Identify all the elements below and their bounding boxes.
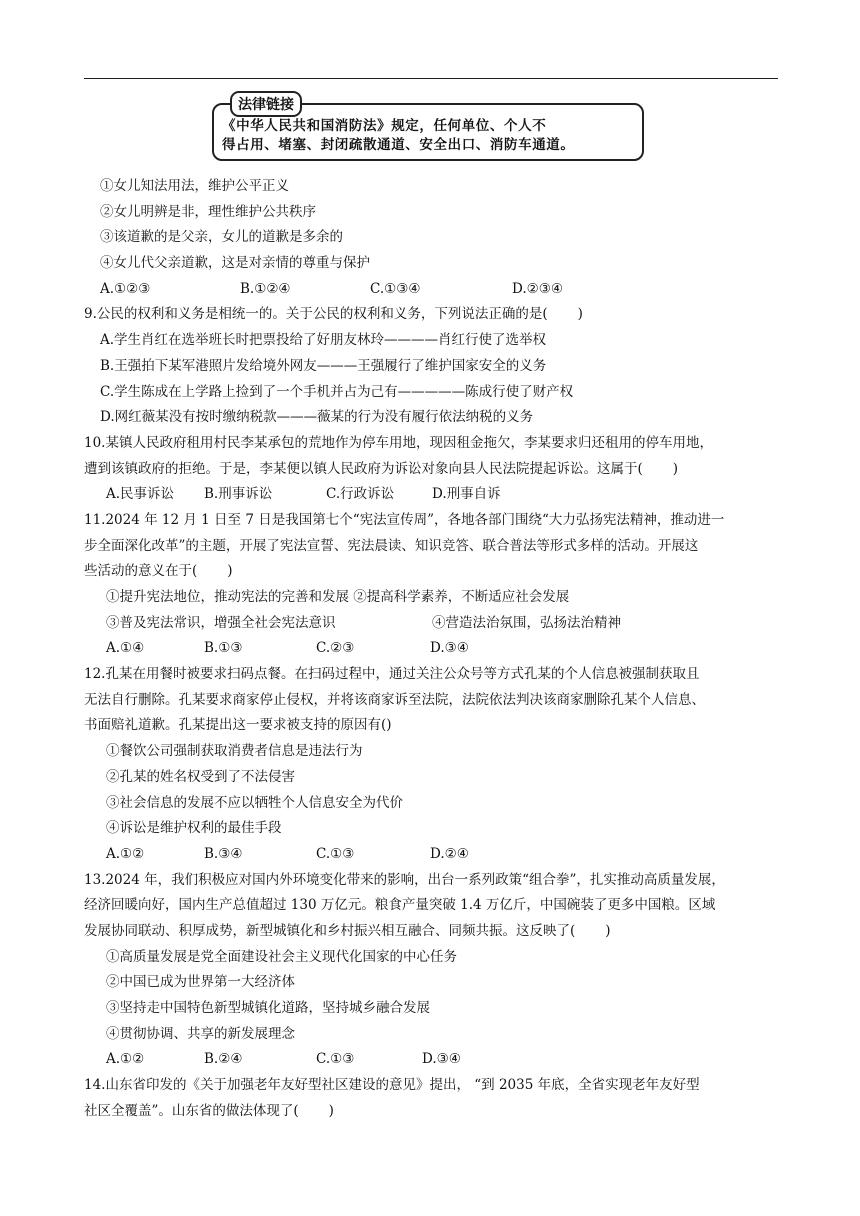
q11-option-a: A.①④ — [106, 640, 145, 657]
q9-option-b: B.王强拍下某军港照片发给境外网友———王强履行了维护国家安全的义务 — [100, 357, 547, 374]
q8-options — [84, 277, 780, 303]
q13-item-3: ③坚持走中国特色新型城镇化道路，坚持城乡融合发展 — [106, 1000, 430, 1016]
q8-option-b: B.①②④ — [240, 280, 291, 297]
q12-item-2: ②孔某的姓名权受到了不法侵害 — [106, 768, 295, 785]
q13-stem-2: 经济回暖向好，国内生产总值超过 130 万亿元。粮食产量突破 1.4 万亿斤，中国碗装了更多中国粮。区域 — [84, 897, 716, 914]
legal-link-text-2: 得占用、堵塞、封闭疏散通道、安全出口、消防车通道。 — [222, 137, 575, 153]
q12-option-d: D.②④ — [430, 845, 469, 862]
q12-item-1: ①餐饮公司强制获取消费者信息是违法行为 — [106, 743, 363, 760]
q12-stem-1: 12.孔某在用餐时被要求扫码点餐。在扫码过程中，通过关注公众号等方式孔某的个人信息被强制获取且 — [84, 666, 700, 683]
q12-item-3: ③社会信息的发展不应以牺牲个人信息安全为代价 — [106, 794, 403, 811]
q11-items-row-2 — [84, 611, 780, 637]
q13-item-4: ④贯彻协调、共享的新发展理念 — [106, 1025, 295, 1042]
q14-stem-2: 社区全覆盖”。山东省的做法体现了( ) — [84, 1102, 334, 1119]
q9-option-d: D.网红薇某没有按时缴纳税款———薇某的行为没有履行依法纳税的义务 — [100, 409, 534, 426]
q8-option-a: A.①②③ — [100, 280, 151, 297]
legal-link-title: 法律链接 — [230, 91, 302, 117]
q11-items-row-1: ①提升宪法地位，推动宪法的完善和发展 ②提高科学素养，不断适应社会发展 — [106, 589, 570, 605]
q10-options — [84, 482, 780, 508]
q13-item-2: ②中国已成为世界第一大经济体 — [106, 974, 295, 991]
q13-options — [84, 1047, 780, 1073]
question-content — [84, 174, 780, 1124]
q12-stem-3: 书面赔礼道歉。孔某提出这一要求被支持的原因有() — [84, 717, 392, 734]
q12-item-4: ④诉讼是维护权利的最佳手段 — [106, 820, 282, 837]
q8-item-1: ①女儿知法用法，维护公平正义 — [100, 178, 289, 194]
q10-stem-2: 遭到该镇政府的拒绝。于是，李某便以镇人民政府为诉讼对象向县人民法院提起诉讼。这属于( ) — [84, 460, 679, 477]
q8-option-d: D.②③④ — [512, 280, 563, 297]
header-rule — [84, 78, 778, 79]
q10-option-d: D.刑事自诉 — [432, 486, 501, 503]
q13-option-b: B.②④ — [204, 1051, 243, 1068]
q9-stem: 9.公民的权利和义务是相统一的。关于公民的权利和义务，下列说法正确的是( ) — [84, 306, 583, 323]
q9-option-c: C.学生陈成在上学路上捡到了一个手机并占为己有—————陈成行使了财产权 — [100, 383, 574, 400]
q8-item-2: ②女儿明辨是非，理性维护公共秩序 — [100, 203, 316, 220]
q10-option-a: A.民事诉讼 — [106, 486, 175, 503]
q14-stem-1: 14.山东省印发的《关于加强老年友好型社区建设的意见》提出， “到 2035 年底，全省实现老年友好型 — [84, 1077, 700, 1094]
q10-stem-1: 10.某镇人民政府租用村民李某承包的荒地作为停车用地，现因租金拖欠，李某要求归还租用的停车用地， — [84, 434, 713, 451]
q11-options — [84, 636, 780, 662]
q13-option-d: D.③④ — [422, 1051, 461, 1068]
legal-link-text-1: 《中华人民共和国消防法》规定，任何单位、个人不 — [222, 118, 547, 134]
q13-stem-1: 13.2024 年，我们积极应对国内外环境变化带来的影响，出台一系列政策“组合拳”，扎实推动高质量发展， — [84, 871, 725, 888]
q8-option-c: C.①③④ — [370, 280, 421, 297]
q13-stem-3: 发展协同联动、积厚成势，新型城镇化和乡村振兴相互融合、同频共振。这反映了( ) — [84, 922, 611, 939]
q12-option-c: C.①③ — [316, 845, 355, 862]
q13-option-a: A.①② — [106, 1051, 145, 1068]
q13-item-1: ①高质量发展是党全面建设社会主义现代化国家的中心任务 — [106, 948, 457, 965]
q9-option-a: A.学生肖红在选举班长时把票投给了好朋友林玲————肖红行使了选举权 — [100, 332, 547, 349]
q11-stem-3: 些活动的意义在于( ) — [84, 563, 233, 580]
q12-option-a: A.①② — [106, 845, 145, 862]
q10-option-c: C.行政诉讼 — [326, 486, 395, 503]
q13-option-c: C.①③ — [316, 1051, 355, 1068]
q11-option-d: D.③④ — [430, 640, 469, 657]
q8-item-4: ④女儿代父亲道歉，这是对亲情的尊重与保护 — [100, 255, 370, 272]
legal-link-box — [212, 97, 644, 161]
q11-stem-2: 步全面深化改革”的主题，开展了宪法宣誓、宪法晨读、知识竞答、联合普法等形式多样的活动。开展这 — [84, 537, 699, 554]
q11-item-4: ④营造法治氛围，弘扬法治精神 — [432, 614, 621, 631]
q11-stem-1: 11.2024 年 12 月 1 日至 7 日是我国第七个“宪法宣传周”，各地各部门围绕“大力弘扬宪法精神，推动进一 — [84, 511, 725, 528]
q11-option-c: C.②③ — [316, 640, 355, 657]
q11-option-b: B.①③ — [204, 640, 243, 657]
q10-option-b: B.刑事诉讼 — [204, 486, 273, 503]
q11-item-3: ③普及宪法常识，增强全社会宪法意识 — [106, 614, 336, 631]
q12-stem-2: 无法自行删除。孔某要求商家停止侵权，并将该商家诉至法院，法院依法判决该商家删除孔某个人信息、 — [84, 691, 705, 708]
q12-options — [84, 842, 780, 868]
q8-item-3: ③该道歉的是父亲，女儿的道歉是多余的 — [100, 229, 343, 246]
q12-option-b: B.③④ — [204, 845, 243, 862]
